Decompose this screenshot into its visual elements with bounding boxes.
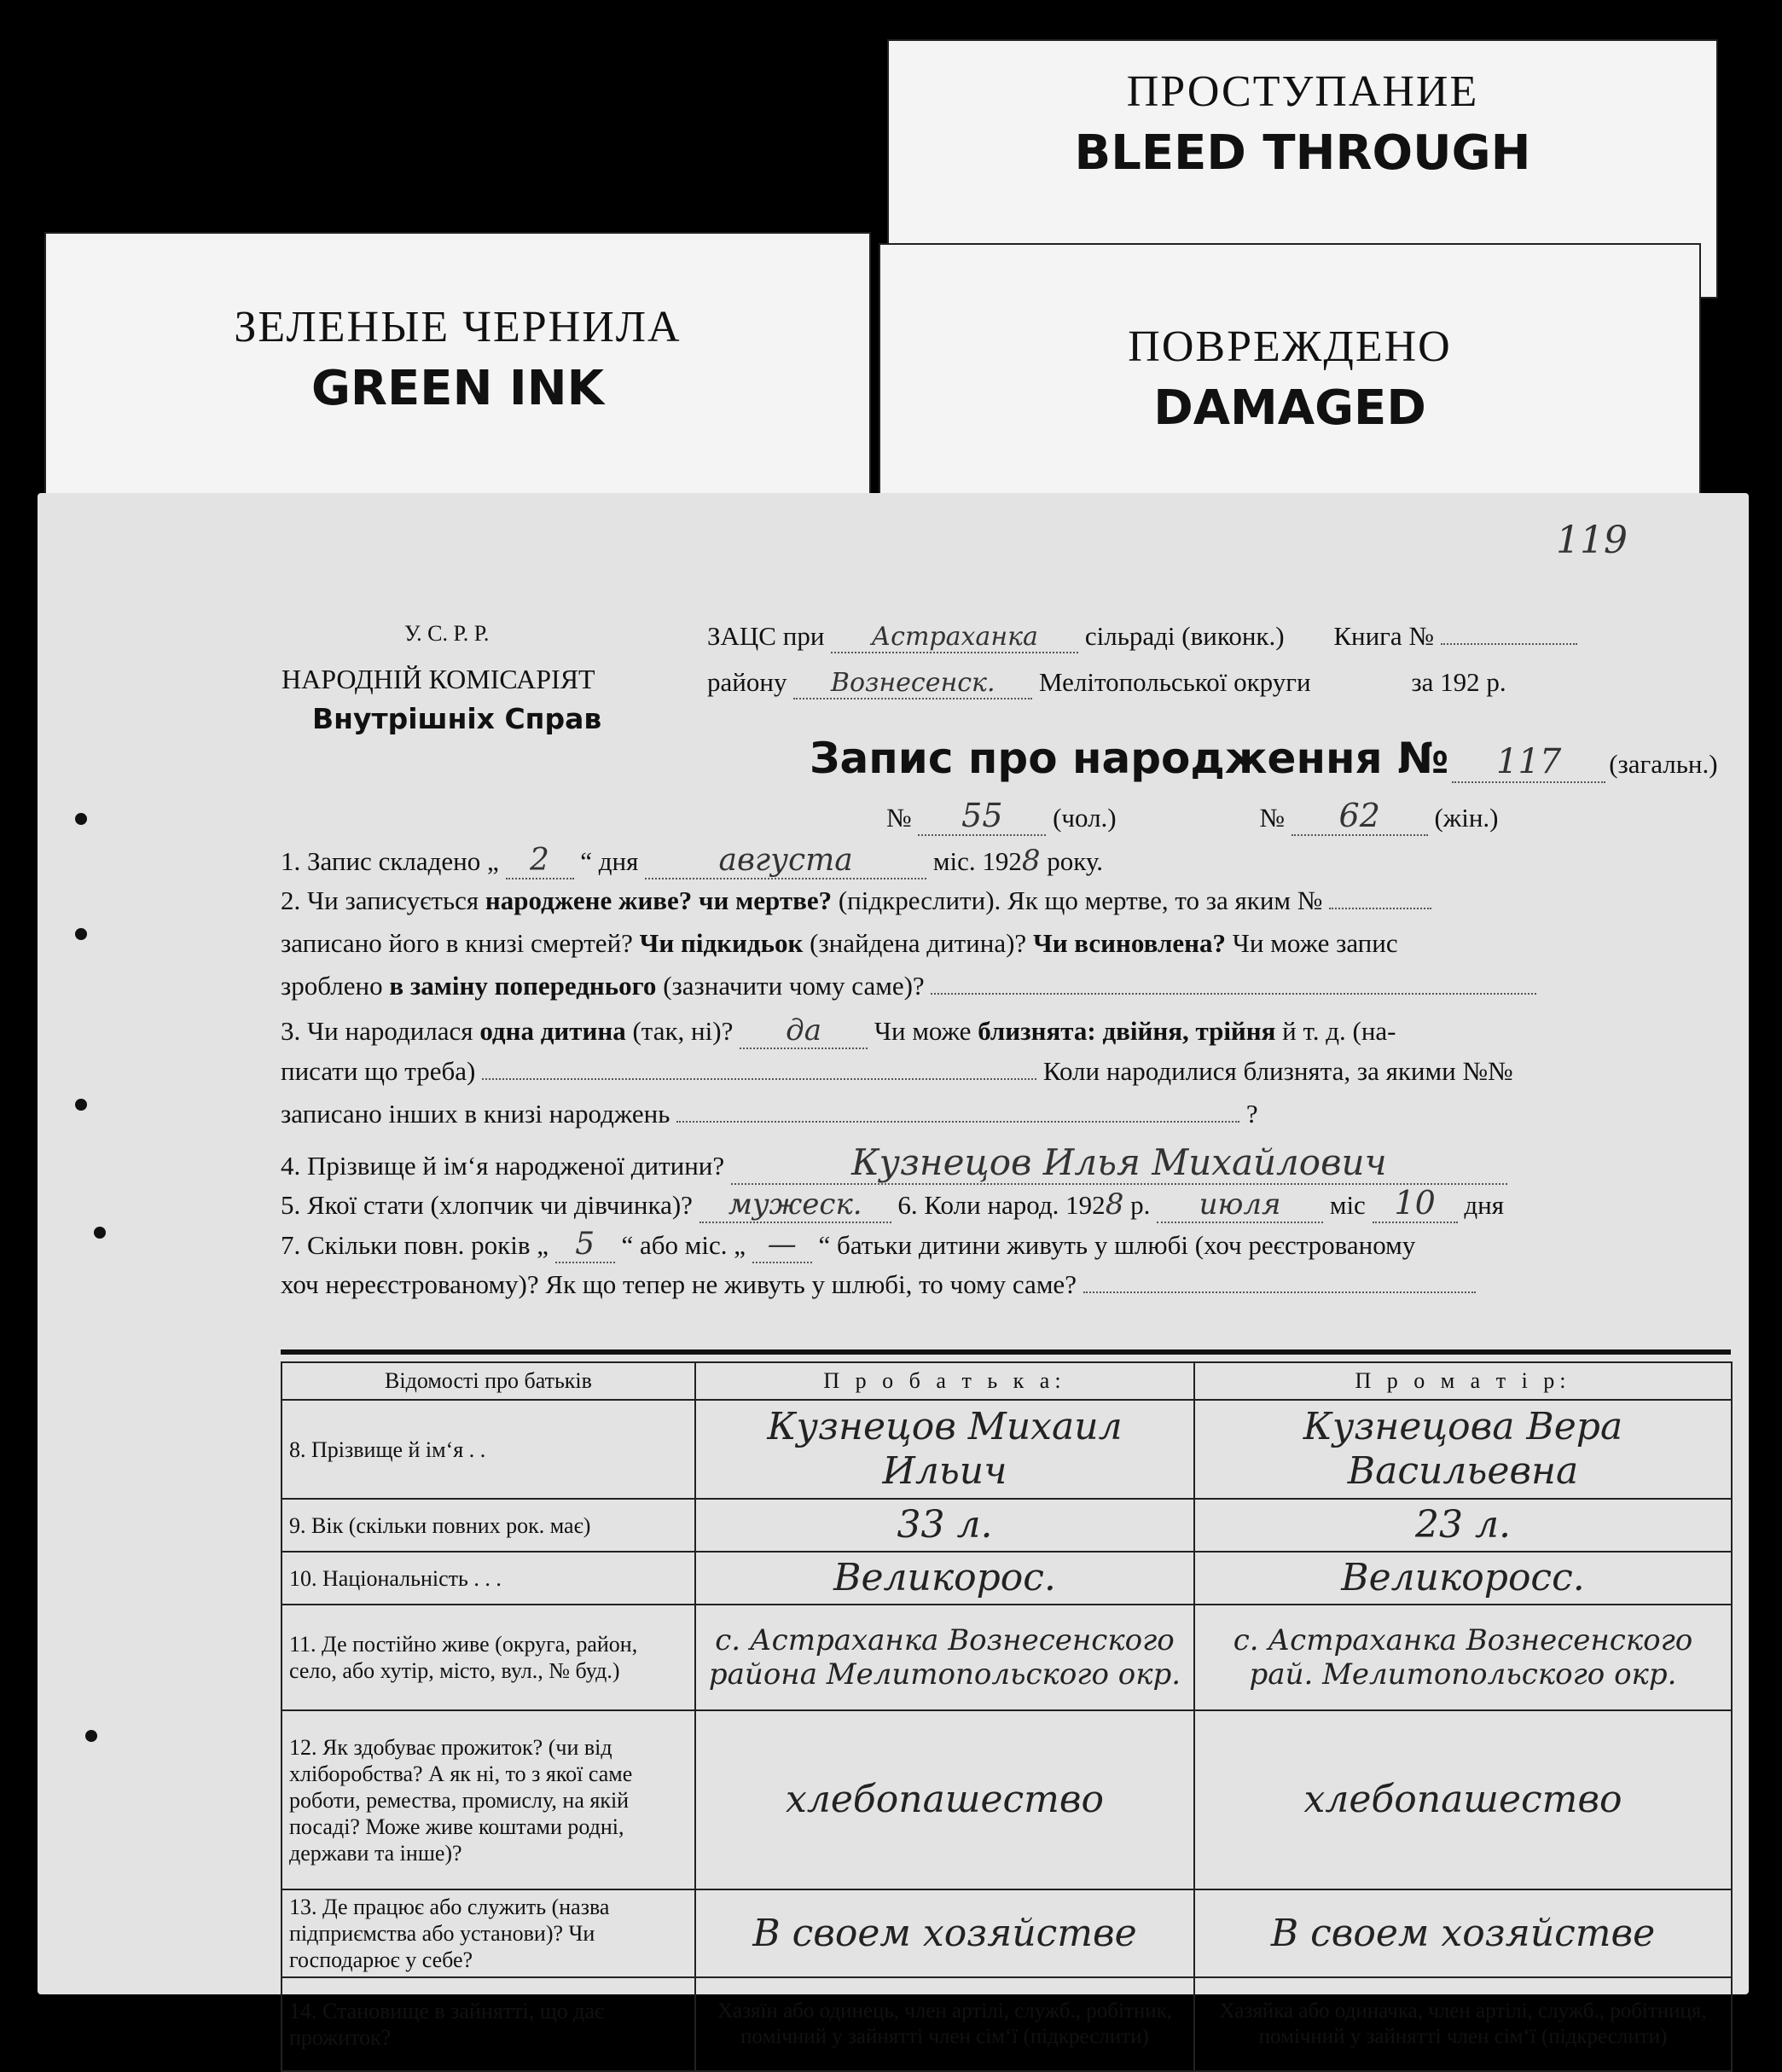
- year-label: за 192 р.: [1411, 667, 1506, 697]
- district-suffix: Мелітопольської округи: [1038, 667, 1311, 697]
- l2-bold: народжене живе? чи мертве?: [485, 885, 833, 915]
- commissariat-label: НАРОДНІЙ КОМІСАРІЯТ: [282, 664, 595, 694]
- table-row: [282, 1889, 1732, 1977]
- mother-workplace: В своем хозяйстве: [1194, 1889, 1732, 1977]
- father-name: Кузнецов Михаил Ильич: [695, 1400, 1194, 1499]
- punch-hole: [75, 928, 87, 940]
- marriage-months: —: [752, 1228, 812, 1263]
- female-number: 62: [1292, 797, 1428, 836]
- bleed-through-en: BLEED THROUGH: [1074, 125, 1531, 181]
- record-day: 2: [506, 843, 574, 879]
- header-mother: П р о м а т і р:: [1194, 1362, 1732, 1400]
- birth-record-sheet: [38, 493, 1749, 2050]
- l2-text-c: (підкреслити). Як що мертве, то за яким №: [838, 885, 1323, 915]
- l9-text-c: р.: [1130, 1190, 1151, 1220]
- bleed-through-ru: ПРОСТУПАНИЕ: [1126, 67, 1479, 116]
- damaged-en: DAMAGED: [1153, 380, 1426, 436]
- male-no-sign: №: [886, 803, 912, 833]
- l1-text-d: року.: [1047, 846, 1104, 876]
- l6-text: писати що треба): [281, 1056, 476, 1086]
- zags-prefix: ЗАЦС при: [707, 621, 825, 651]
- l8-text: 4. Прізвище й ім‘я народженої дитини?: [281, 1151, 725, 1181]
- female-label: (жін.): [1434, 803, 1499, 833]
- l9-text-b: 6. Коли народ. 192: [897, 1190, 1106, 1220]
- l9-text-e: дня: [1464, 1190, 1504, 1220]
- row-label: 13. Де працює або служить (назва підприємства або установи)? Чи господарює у себе?: [282, 1889, 695, 1977]
- green-ink-en: GREEN INK: [311, 361, 605, 416]
- record-title: [810, 734, 1718, 783]
- line-6: [281, 1056, 1513, 1087]
- mother-livelihood: хлебопашество: [1194, 1710, 1732, 1889]
- table-row: [282, 1499, 1732, 1552]
- death-number: [1329, 908, 1431, 909]
- l10-text-b: “ або міс. „: [621, 1230, 746, 1260]
- marriage-years: 5: [555, 1227, 615, 1263]
- l5-bold-e: близнята: двійня, трійня: [978, 1016, 1276, 1046]
- table-row: [282, 1552, 1732, 1605]
- punch-hole: [85, 1730, 97, 1742]
- header-parents: Відомості про батьків: [282, 1362, 695, 1400]
- table-top-rule: [281, 1349, 1731, 1355]
- header-father: П р о б а т ь к а:: [695, 1362, 1194, 1400]
- female-no-sign: №: [1259, 803, 1285, 833]
- village-value: Астраханка: [831, 622, 1078, 653]
- father-age: 33 л.: [695, 1499, 1194, 1552]
- mother-status: Хазяйка або одиначка, член артілі, служб., робітниця, помічний у зайнятті член сім‘ї (підкреслити): [1194, 1977, 1732, 2071]
- district-line: [707, 667, 1506, 699]
- book-label: Книга №: [1333, 621, 1434, 651]
- damaged-ru: ПОВРЕЖДЕНО: [1128, 322, 1452, 371]
- dept-label: Внутрішніх Справ: [312, 702, 602, 735]
- ussr-label: У. С. Р. Р.: [404, 621, 490, 646]
- l5-text-c: (так, ні)?: [632, 1016, 734, 1046]
- twins-value: [482, 1078, 1036, 1080]
- l3-text: записано його в книзі смертей?: [281, 928, 633, 958]
- child-name: Кузнецов Илья Михайлович: [731, 1141, 1507, 1185]
- mother-residence: с. Астраханка Вознесенского рай. Мелитопольского окр.: [1194, 1605, 1732, 1710]
- green-ink-card: [44, 232, 871, 521]
- l7-text: записано інших в книзі народжень: [281, 1099, 670, 1129]
- record-month: августа: [645, 843, 926, 879]
- table-row: [282, 1400, 1732, 1499]
- district-value: Вознесенск.: [793, 668, 1032, 699]
- l4-text-c: (зазначити чому саме)?: [663, 971, 925, 1001]
- l2-text: 2. Чи записується: [281, 885, 479, 915]
- record-year: 8: [1021, 844, 1041, 878]
- not-married-reason: [1083, 1291, 1476, 1293]
- child-sex: мужеск.: [699, 1187, 891, 1223]
- male-number: 55: [918, 797, 1046, 836]
- general-number: 117: [1452, 742, 1605, 783]
- l5-text: 3. Чи народилася: [281, 1016, 473, 1046]
- twins-numbers: [676, 1121, 1239, 1123]
- punch-hole: [75, 1099, 87, 1111]
- line-3: [281, 928, 1398, 959]
- line-7: [281, 1099, 1258, 1129]
- mother-name: Кузнецова Вера Васильевна: [1194, 1400, 1732, 1499]
- table-header-row: [282, 1362, 1732, 1400]
- district-prefix: району: [707, 667, 787, 697]
- father-livelihood: хлебопашество: [695, 1710, 1194, 1889]
- book-value: [1441, 643, 1577, 645]
- parents-table: [281, 1361, 1731, 2072]
- single-child-answer: да: [740, 1013, 868, 1049]
- green-ink-ru: ЗЕЛЕНЫЕ ЧЕРНИЛА: [234, 303, 682, 351]
- table-row: [282, 1977, 1732, 2071]
- row-label: 14. Становище в зайнятті, що дає прожиток?: [282, 1977, 695, 2071]
- l3-text-e: Чи може запис: [1232, 928, 1398, 958]
- row-label: 10. Національність . . .: [282, 1552, 695, 1605]
- father-workplace: В своем хозяйстве: [695, 1889, 1194, 1977]
- gender-numbers: [886, 797, 1499, 836]
- birth-month: июля: [1157, 1187, 1323, 1223]
- general-label: (загальн.): [1609, 749, 1718, 779]
- table-row: [282, 1710, 1732, 1889]
- line-8: [281, 1141, 1507, 1185]
- father-nationality: Великорос.: [695, 1552, 1194, 1605]
- l4-bold: в заміну попереднього: [389, 971, 657, 1001]
- l1-text-b: “ дня: [580, 846, 639, 876]
- line-2: [281, 885, 1431, 916]
- l10-text-c: “ батьки дитини живуть у шлюбі (хоч реєстрованому: [818, 1230, 1416, 1260]
- zags-line: [707, 621, 1577, 653]
- table-row: [282, 1605, 1732, 1710]
- punch-hole: [94, 1227, 106, 1239]
- damaged-card: [879, 243, 1701, 511]
- punch-hole: [75, 813, 87, 825]
- row-label: 12. Як здобуває прожиток? (чи від хліборобства? А як ні, то з якої саме роботи, ремества, промислу, на якій посаді? Може живе коштами родні, держави та інше)?: [282, 1710, 695, 1889]
- zags-suffix: сільраді (виконк.): [1084, 621, 1285, 651]
- row-label: 8. Прізвище й ім‘я . .: [282, 1400, 695, 1499]
- male-label: (чол.): [1053, 803, 1117, 833]
- row-label: 9. Вік (скільки повних рок. має): [282, 1499, 695, 1552]
- row-label: 11. Де постійно живе (округа, район, село, або хутір, місто, вул., № буд.): [282, 1605, 695, 1710]
- l5-bold: одна дитина: [479, 1016, 626, 1046]
- l7-text-b: ?: [1245, 1099, 1258, 1129]
- title-text: Запис про народження №: [810, 734, 1449, 783]
- father-residence: с. Астраханка Вознесенского района Мелитопольского окр.: [695, 1605, 1194, 1710]
- l10-text: 7. Скільки повн. років „: [281, 1230, 549, 1260]
- l6-text-b: Коли народилися близнята, за якими №№: [1042, 1056, 1513, 1086]
- line-10: [281, 1227, 1415, 1263]
- l4-text: зроблено: [281, 971, 383, 1001]
- line-4: [281, 971, 1536, 1001]
- l5-text-f: й т. д. (на-: [1282, 1016, 1396, 1046]
- l9-text: 5. Якої стати (хлопчик чи дівчинка)?: [281, 1190, 693, 1220]
- line-11: [281, 1269, 1476, 1300]
- l1-text-c: міс. 192: [932, 846, 1022, 876]
- l11-text: хоч нереєстрованому)? Як що тепер не живуть у шлюбі, то чому саме?: [281, 1269, 1077, 1299]
- l3-text-c: (знайдена дитина)?: [810, 928, 1027, 958]
- page-number: 119: [1556, 519, 1628, 562]
- l5-text-d: Чи може: [874, 1016, 972, 1046]
- line-9: [281, 1184, 1504, 1223]
- birth-year: 8: [1105, 1187, 1124, 1222]
- mother-nationality: Великоросс.: [1194, 1552, 1732, 1605]
- l9-text-d: міс: [1329, 1190, 1366, 1220]
- l3-bold-d: Чи всиновлена?: [1032, 928, 1226, 958]
- replacement-reason: [931, 993, 1536, 995]
- line-5: [281, 1013, 1396, 1049]
- l3-bold: Чи підкидьок: [639, 928, 804, 958]
- mother-age: 23 л.: [1194, 1499, 1732, 1552]
- birth-day: 10: [1373, 1184, 1458, 1223]
- father-status: Хазяїн або одинець, член артілі, служб., робітник, помічний у зайнятті член сім‘ї (підкреслити): [695, 1977, 1194, 2071]
- l1-text: 1. Запис складено „: [281, 846, 499, 876]
- line-1: [281, 843, 1103, 879]
